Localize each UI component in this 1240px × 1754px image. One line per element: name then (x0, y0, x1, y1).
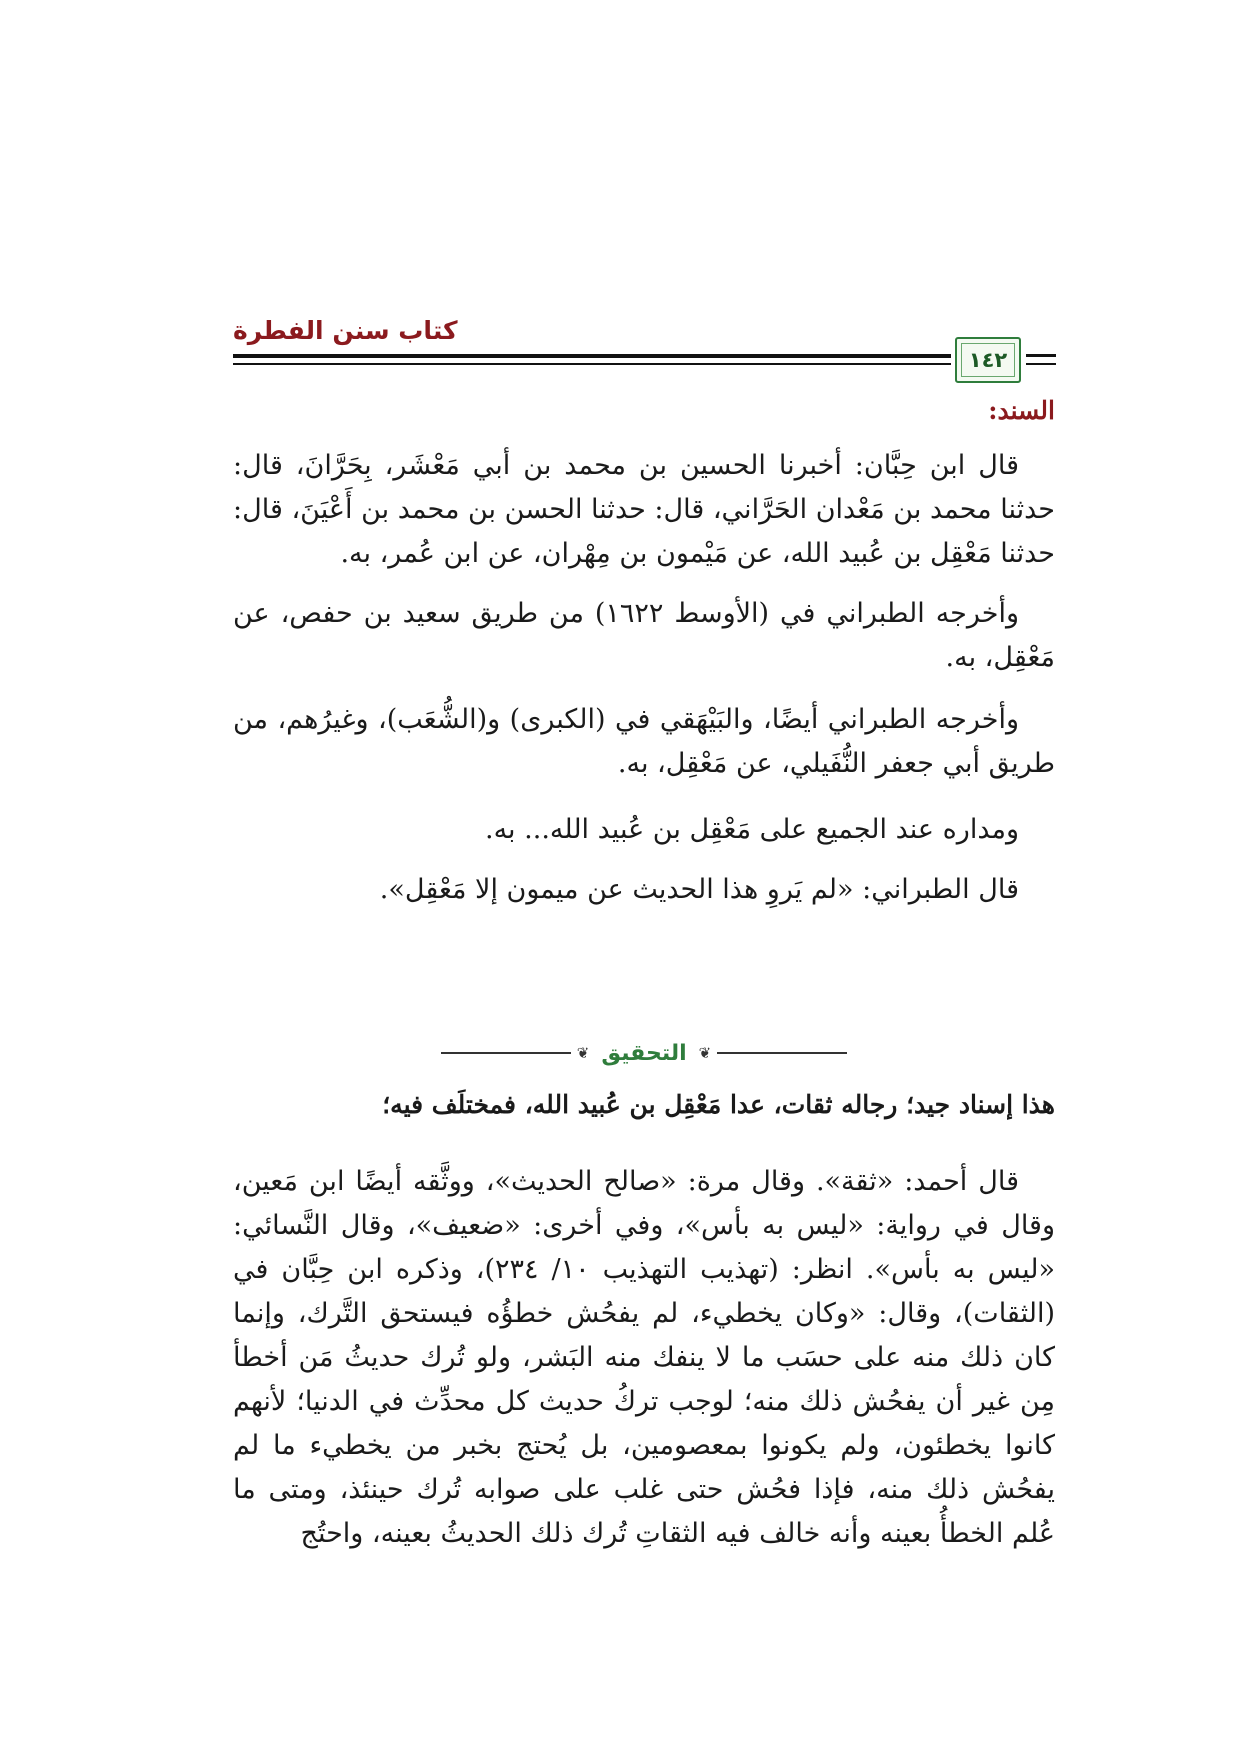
sanad-heading: السند: (988, 396, 1055, 425)
tahqiq-body: قال أحمد: «ثقة». وقال مرة: «صالح الحديث»، ووثَّقه أيضًا ابن مَعين، وقال في رواية: «ليس به بأس»، وفي أخرى: «ضعيف»، وقال النَّسائي: «ليس به بأس». انظر: (تهذيب التهذيب ١٠/ ٢٣٤)، وذكره ابن حِبَّان في (الثقات)، وقال: «وكان يخطيء، لم يفحُش خطؤُه فيستحق التَّرك، وإنما كان ذلك منه على حسَب ما لا ينفك منه البَشر، ولو تُرك حديثُ مَن أخطأ مِن غير أن يفحُش ذلك منه؛ لوجب تركُ حديث كل محدِّث في الدنيا؛ لأنهم كانوا يخطئون، ولم يكونوا بمعصومين، بل يُحتج بخبر من يخطيء ما لم يفحُش ذلك منه، فإذا فحُش حتى غلب على صوابه تُرك حينئذ، ومتى ما عُلم الخطأُ بعينه وأنه خالف فيه الثقاتِ تُرك ذلك الحديثُ بعينه، واحتُج (233, 1166, 1055, 1549)
sanad-paragraph: قال ابن حِبَّان: أخبرنا الحسين بن محمد بن أبي مَعْشَر، بِحَرَّانَ، قال: حدثنا محمد بن مَعْدان الحَرَّاني، قال: حدثنا الحسن بن محمد بن أَعْيَنَ، قال: حدثنا مَعْقِل بن عُبيد الله، عن مَيْمون بن مِهْران، عن ابن عُمر، به. (233, 450, 1055, 569)
header-rule (233, 354, 951, 358)
tahqiq-heading: التحقيق (601, 1040, 687, 1066)
sanad-paragraph: قال الطبراني: «لم يَروِ هذا الحديث عن ميمون إلا مَعْقِل». (379, 874, 1019, 905)
page-number-badge (955, 337, 1021, 383)
book-title: كتاب سنن الفطرة (233, 316, 458, 345)
header-rule-end (1026, 354, 1056, 357)
header-rule-thin (233, 363, 951, 365)
ornament-icon: ❦ (576, 1044, 590, 1062)
sanad-paragraph: ومداره عند الجميع على مَعْقِل بن عُبيد الله... به. (485, 814, 1019, 845)
sanad-paragraph: وأخرجه الطبراني أيضًا، والبَيْهَقي في (الكبرى) و(الشُّعَب)، وغيرُهم، من طريق أبي جعفر النُّفَيلي، عن مَعْقِل، به. (233, 704, 1055, 779)
divider-line (717, 1052, 847, 1054)
ornament-icon: ❦ (698, 1044, 712, 1062)
section-divider (233, 1038, 1055, 1068)
sanad-paragraph: وأخرجه الطبراني في (الأوسط ١٦٢٢) من طريق سعيد بن حفص، عن مَعْقِل، به. (233, 598, 1055, 673)
header-rule-end-thin (1026, 363, 1056, 365)
divider-line (441, 1052, 571, 1054)
tahqiq-verdict: هذا إسناد جيد؛ رجاله ثقات، عدا مَعْقِل بن عُبيد الله، فمختلَف فيه؛ (382, 1090, 1055, 1119)
page-number: ١٤٢ (968, 348, 1008, 372)
